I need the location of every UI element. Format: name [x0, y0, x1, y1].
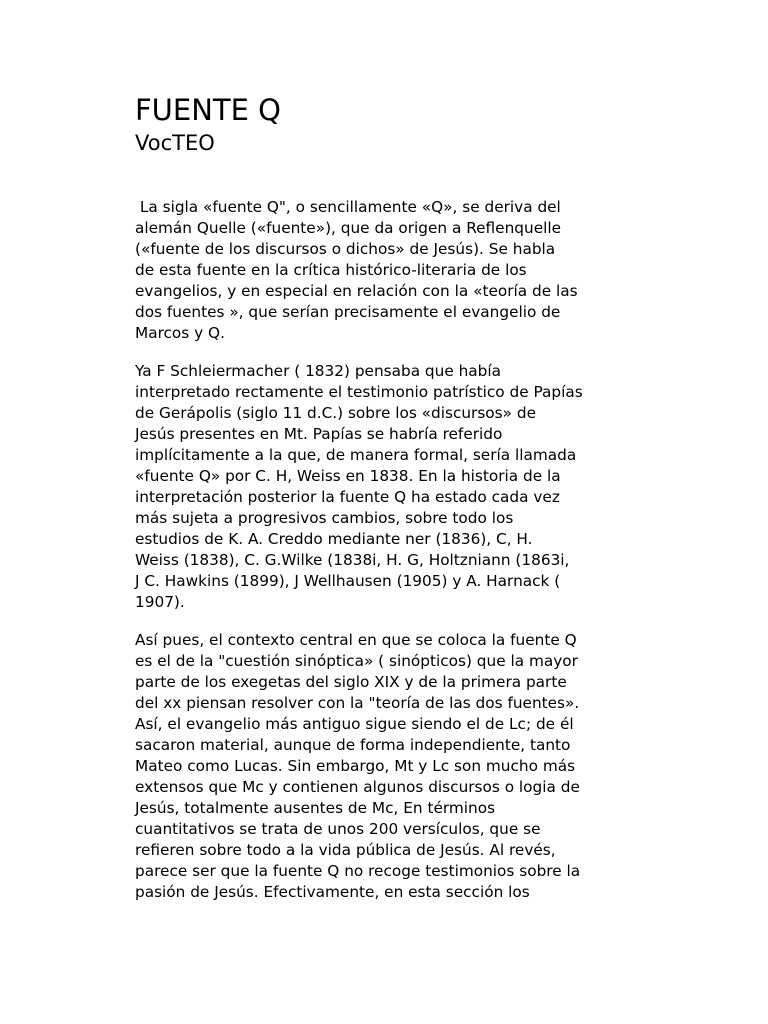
text-line: Weiss (1838), C. G.Wilke (1838i, H. G, Holtzniann (1863i, [135, 551, 570, 569]
text-line: es el de la "cuestión sinóptica» ( sinópticos) que la mayor [135, 652, 578, 670]
text-line: interpretación posterior la fuente Q ha estado cada vez [135, 488, 560, 506]
text-line: 1907). [135, 593, 185, 611]
text-line: «fuente Q» por C. H, Weiss en 1838. En la historia de la [135, 467, 561, 485]
text-line: dos fuentes », que serían precisamente el evangelio de [135, 303, 561, 321]
text-line: interpretado rectamente el testimonio patrístico de Papías [135, 383, 583, 401]
text-line: extensos que Mc y contienen algunos discursos o logia de [135, 778, 580, 796]
text-line: Marcos y Q. [135, 324, 225, 342]
text-line: Así, el evangelio más antiguo sigue siendo el de Lc; de él [135, 715, 574, 733]
text-line: implícitamente a la que, de manera formal, sería llamada [135, 446, 577, 464]
text-line: estudios de K. A. Creddo mediante ner (1836), C, H. [135, 530, 533, 548]
text-line: Así pues, el contexto central en que se coloca la fuente Q [135, 631, 577, 649]
text-line: de Gerápolis (siglo 11 d.C.) sobre los «discursos» de [135, 404, 536, 422]
text-line: («fuente de los discursos o dichos» de Jesús). Se habla [135, 240, 556, 258]
text-line: alemán Quelle («fuente»), que da origen a Reflenquelle [135, 219, 562, 237]
text-line: La sigla «fuente Q", o sencillamente «Q», se deriva del [135, 198, 561, 216]
text-line: pasión de Jesús. Efectivamente, en esta sección los [135, 883, 530, 901]
text-line: del xx piensan resolver con la "teoría de las dos fuentes». [135, 694, 580, 712]
paragraph [135, 361, 645, 613]
text-line: parte de los exegetas del siglo XIX y de la primera parte [135, 673, 567, 691]
text-line: J C. Hawkins (1899), J Wellhausen (1905) y A. Harnack ( [135, 572, 561, 590]
page-subtitle: VocTEO [135, 131, 215, 155]
body-text [135, 197, 645, 920]
text-line: Jesús, totalmente ausentes de Mc, En términos [135, 799, 496, 817]
page-title: FUENTE Q [135, 93, 282, 127]
text-line: de esta fuente en la crítica histórico-literaria de los [135, 261, 527, 279]
text-line: más sujeta a progresivos cambios, sobre todo los [135, 509, 514, 527]
text-line: Mateo como Lucas. Sin embargo, Mt y Lc son mucho más [135, 757, 576, 775]
paragraph [135, 197, 645, 344]
text-line: parece ser que la fuente Q no recoge testimonios sobre la [135, 862, 581, 880]
text-line: evangelios, y en especial en relación con la «teoría de las [135, 282, 578, 300]
text-line: refieren sobre todo a la vida pública de Jesús. Al revés, [135, 841, 556, 859]
text-line: Jesús presentes en Mt. Papías se habría referido [135, 425, 503, 443]
paragraph [135, 630, 645, 903]
text-line: sacaron material, aunque de forma independiente, tanto [135, 736, 571, 754]
text-line: cuantitativos se trata de unos 200 versículos, que se [135, 820, 541, 838]
text-line: Ya F Schleiermacher ( 1832) pensaba que había [135, 362, 502, 380]
